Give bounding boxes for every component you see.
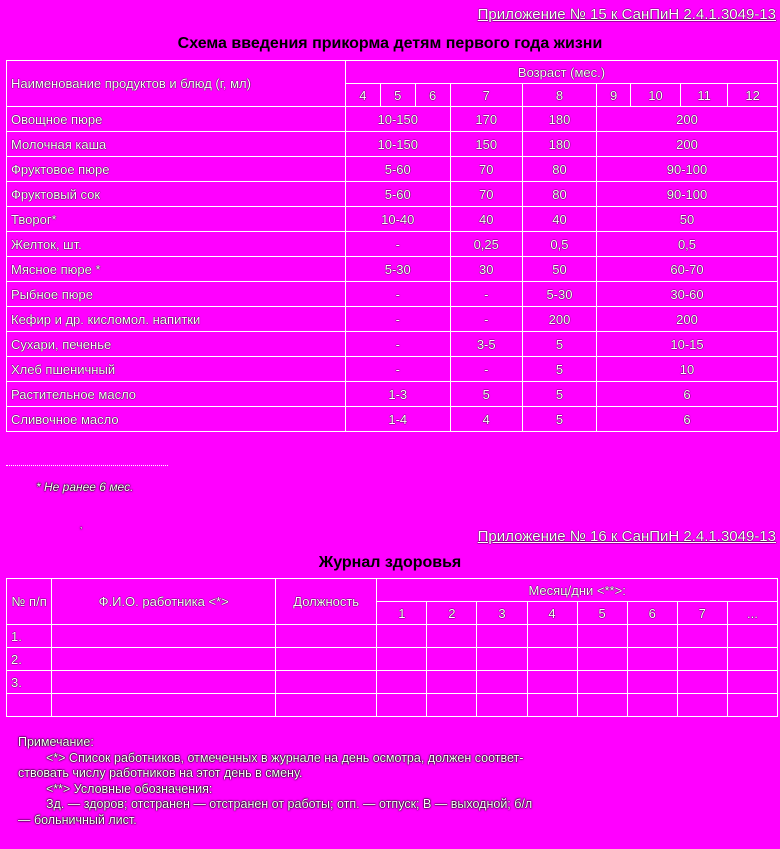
- blank-entry-cell[interactable]: [527, 625, 577, 648]
- value-4-6-cell: 10-150: [346, 107, 451, 132]
- blank-entry-cell[interactable]: [527, 648, 577, 671]
- day-header-cell: 7: [677, 602, 727, 625]
- health-journal-title: Журнал здоровья: [318, 554, 462, 571]
- day-header-cell: ...: [727, 602, 777, 625]
- value-9-12-cell: 0,5: [596, 232, 777, 257]
- row-number-cell: 3.: [7, 671, 52, 694]
- row-number-cell: [7, 694, 52, 717]
- blank-entry-cell[interactable]: [427, 625, 477, 648]
- blank-entry-cell[interactable]: [52, 671, 276, 694]
- annex-15-reference: Приложение № 15 к СанПиН 2.4.1.3049-13: [477, 6, 776, 23]
- age-header-cell: 4: [346, 84, 381, 107]
- journal-row: [7, 625, 778, 648]
- value-7-cell: 70: [450, 182, 522, 207]
- product-name-cell: Творог*: [7, 207, 346, 232]
- value-9-12-cell: 200: [596, 107, 777, 132]
- blank-entry-cell[interactable]: [627, 694, 677, 717]
- blank-entry-cell[interactable]: [52, 625, 276, 648]
- blank-entry-cell[interactable]: [627, 648, 677, 671]
- day-header-cell: 6: [627, 602, 677, 625]
- blank-entry-cell[interactable]: [477, 694, 527, 717]
- blank-entry-cell[interactable]: [427, 671, 477, 694]
- feeding-row: [7, 157, 778, 182]
- value-9-12-cell: 30-60: [596, 282, 777, 307]
- value-9-12-cell: 10-15: [596, 332, 777, 357]
- position-column-header: Должность: [276, 579, 377, 625]
- journal-row: [7, 671, 778, 694]
- product-column-header: Наименование продуктов и блюд (г, мл): [7, 61, 346, 107]
- blank-entry-cell[interactable]: [377, 648, 427, 671]
- blank-entry-cell[interactable]: [577, 671, 627, 694]
- value-4-6-cell: 5-60: [346, 182, 451, 207]
- value-7-cell: 5: [450, 382, 522, 407]
- value-8-cell: 0,5: [522, 232, 596, 257]
- feeding-row: [7, 257, 778, 282]
- blank-entry-cell[interactable]: [377, 625, 427, 648]
- value-7-cell: -: [450, 307, 522, 332]
- value-8-cell: 80: [522, 182, 596, 207]
- stray-mark: ‚: [80, 520, 83, 531]
- blank-entry-cell[interactable]: [677, 694, 727, 717]
- feeding-row: [7, 407, 778, 432]
- value-7-cell: 70: [450, 157, 522, 182]
- blank-entry-cell[interactable]: [577, 694, 627, 717]
- value-7-cell: -: [450, 282, 522, 307]
- age-header-cell: 8: [522, 84, 596, 107]
- product-name-cell: Молочная каша: [7, 132, 346, 157]
- footnote-divider: [6, 465, 168, 466]
- notes-line-4: Зд. — здоров; отстранен — отстранен от работы; отп. — отпуск; В — выходной; б/л: [46, 797, 533, 811]
- day-header-cell: 1: [377, 602, 427, 625]
- product-name-cell: Фруктовый сок: [7, 182, 346, 207]
- feeding-schedule-table: [6, 60, 778, 432]
- blank-entry-cell[interactable]: [52, 648, 276, 671]
- product-name-cell: Рыбное пюре: [7, 282, 346, 307]
- value-8-cell: 5: [522, 407, 596, 432]
- value-8-cell: 200: [522, 307, 596, 332]
- blank-entry-cell[interactable]: [527, 671, 577, 694]
- product-name-cell: Сухари, печенье: [7, 332, 346, 357]
- blank-entry-cell[interactable]: [477, 648, 527, 671]
- day-header-cell: 3: [477, 602, 527, 625]
- value-4-6-cell: 1-3: [346, 382, 451, 407]
- value-8-cell: 5: [522, 382, 596, 407]
- age-header-cell: 9: [596, 84, 630, 107]
- value-4-6-cell: -: [346, 232, 451, 257]
- blank-entry-cell[interactable]: [727, 694, 777, 717]
- blank-entry-cell[interactable]: [276, 694, 377, 717]
- feeding-row: [7, 132, 778, 157]
- blank-entry-cell[interactable]: [727, 625, 777, 648]
- value-4-6-cell: -: [346, 282, 451, 307]
- age-header-cell: 11: [680, 84, 728, 107]
- day-header-cell: 4: [527, 602, 577, 625]
- blank-entry-cell[interactable]: [677, 648, 727, 671]
- blank-entry-cell[interactable]: [427, 648, 477, 671]
- value-8-cell: 5: [522, 332, 596, 357]
- age-header-cell: 7: [450, 84, 522, 107]
- value-8-cell: 5: [522, 357, 596, 382]
- blank-entry-cell[interactable]: [727, 671, 777, 694]
- feeding-schedule-title: Схема введения прикорма детям первого года жизни: [177, 35, 603, 52]
- blank-entry-cell[interactable]: [527, 694, 577, 717]
- age-header-cell: 5: [380, 84, 415, 107]
- value-8-cell: 180: [522, 132, 596, 157]
- blank-entry-cell[interactable]: [377, 694, 427, 717]
- feeding-row: [7, 107, 778, 132]
- blank-entry-cell[interactable]: [276, 671, 377, 694]
- row-number-cell: 1.: [7, 625, 52, 648]
- annex-16-reference: Приложение № 16 к СанПиН 2.4.1.3049-13: [477, 528, 776, 545]
- notes-title: Примечание:: [18, 735, 94, 749]
- value-8-cell: 40: [522, 207, 596, 232]
- value-9-12-cell: 90-100: [596, 157, 777, 182]
- blank-entry-cell[interactable]: [727, 648, 777, 671]
- notes-line-1: <*> Список работников, отмеченных в журнале на день осмотра, должен соответ-: [46, 750, 524, 765]
- product-name-cell: Желток, шт.: [7, 232, 346, 257]
- value-4-6-cell: -: [346, 307, 451, 332]
- product-name-cell: Фруктовое пюре: [7, 157, 346, 182]
- value-7-cell: 4: [450, 407, 522, 432]
- value-7-cell: -: [450, 357, 522, 382]
- blank-entry-cell[interactable]: [477, 625, 527, 648]
- value-9-12-cell: 200: [596, 132, 777, 157]
- blank-entry-cell[interactable]: [52, 694, 276, 717]
- feeding-row: [7, 357, 778, 382]
- health-journal-table: [6, 578, 778, 717]
- value-4-6-cell: 5-60: [346, 157, 451, 182]
- value-8-cell: 5-30: [522, 282, 596, 307]
- blank-entry-cell[interactable]: [577, 625, 627, 648]
- value-7-cell: 3-5: [450, 332, 522, 357]
- value-9-12-cell: 50: [596, 207, 777, 232]
- feeding-row: [7, 207, 778, 232]
- notes-line-2: ствовать числу работников на этот день в смену.: [18, 766, 303, 780]
- value-9-12-cell: 10: [596, 357, 777, 382]
- product-name-cell: Сливочное масло: [7, 407, 346, 432]
- blank-entry-cell[interactable]: [627, 671, 677, 694]
- feeding-row: [7, 307, 778, 332]
- feeding-row: [7, 382, 778, 407]
- blank-entry-cell[interactable]: [276, 625, 377, 648]
- age-column-header: Возраст (мес.): [346, 61, 778, 84]
- blank-entry-cell[interactable]: [377, 671, 427, 694]
- journal-row: [7, 694, 778, 717]
- value-4-6-cell: 1-4: [346, 407, 451, 432]
- blank-entry-cell[interactable]: [677, 671, 727, 694]
- name-column-header: Ф.И.О. работника <*>: [52, 579, 276, 625]
- row-number-cell: 2.: [7, 648, 52, 671]
- blank-entry-cell[interactable]: [427, 694, 477, 717]
- value-9-12-cell: 60-70: [596, 257, 777, 282]
- value-9-12-cell: 200: [596, 307, 777, 332]
- notes: [18, 735, 774, 828]
- value-4-6-cell: 5-30: [346, 257, 451, 282]
- value-7-cell: 170: [450, 107, 522, 132]
- value-7-cell: 0,25: [450, 232, 522, 257]
- product-name-cell: Мясное пюре *: [7, 257, 346, 282]
- age-header-cell: 12: [728, 84, 778, 107]
- blank-entry-cell[interactable]: [627, 625, 677, 648]
- day-header-cell: 2: [427, 602, 477, 625]
- value-4-6-cell: 10-150: [346, 132, 451, 157]
- blank-entry-cell[interactable]: [477, 671, 527, 694]
- value-8-cell: 50: [522, 257, 596, 282]
- value-9-12-cell: 6: [596, 407, 777, 432]
- feeding-row: [7, 182, 778, 207]
- blank-entry-cell[interactable]: [577, 648, 627, 671]
- value-9-12-cell: 90-100: [596, 182, 777, 207]
- value-4-6-cell: -: [346, 357, 451, 382]
- value-7-cell: 40: [450, 207, 522, 232]
- journal-row: [7, 648, 778, 671]
- value-7-cell: 150: [450, 132, 522, 157]
- product-name-cell: Растительное масло: [7, 382, 346, 407]
- age-header-cell: 6: [415, 84, 450, 107]
- feeding-row: [7, 232, 778, 257]
- feeding-row: [7, 282, 778, 307]
- footnote: * Не ранее 6 мес.: [36, 480, 134, 494]
- value-8-cell: 80: [522, 157, 596, 182]
- day-header-cell: 5: [577, 602, 627, 625]
- product-name-cell: Хлеб пшеничный: [7, 357, 346, 382]
- product-name-cell: Кефир и др. кисломол. напитки: [7, 307, 346, 332]
- month-column-header: Месяц/дни <**>:: [377, 579, 778, 602]
- blank-entry-cell[interactable]: [677, 625, 727, 648]
- value-4-6-cell: 10-40: [346, 207, 451, 232]
- notes-line-5: — больничный лист.: [18, 812, 137, 827]
- number-column-header: № п/п: [7, 579, 52, 625]
- feeding-row: [7, 332, 778, 357]
- notes-line-3: <**> Условные обозначения:: [46, 781, 213, 796]
- product-name-cell: Овощное пюре: [7, 107, 346, 132]
- value-4-6-cell: -: [346, 332, 451, 357]
- blank-entry-cell[interactable]: [276, 648, 377, 671]
- value-9-12-cell: 6: [596, 382, 777, 407]
- value-7-cell: 30: [450, 257, 522, 282]
- age-header-cell: 10: [631, 84, 681, 107]
- value-8-cell: 180: [522, 107, 596, 132]
